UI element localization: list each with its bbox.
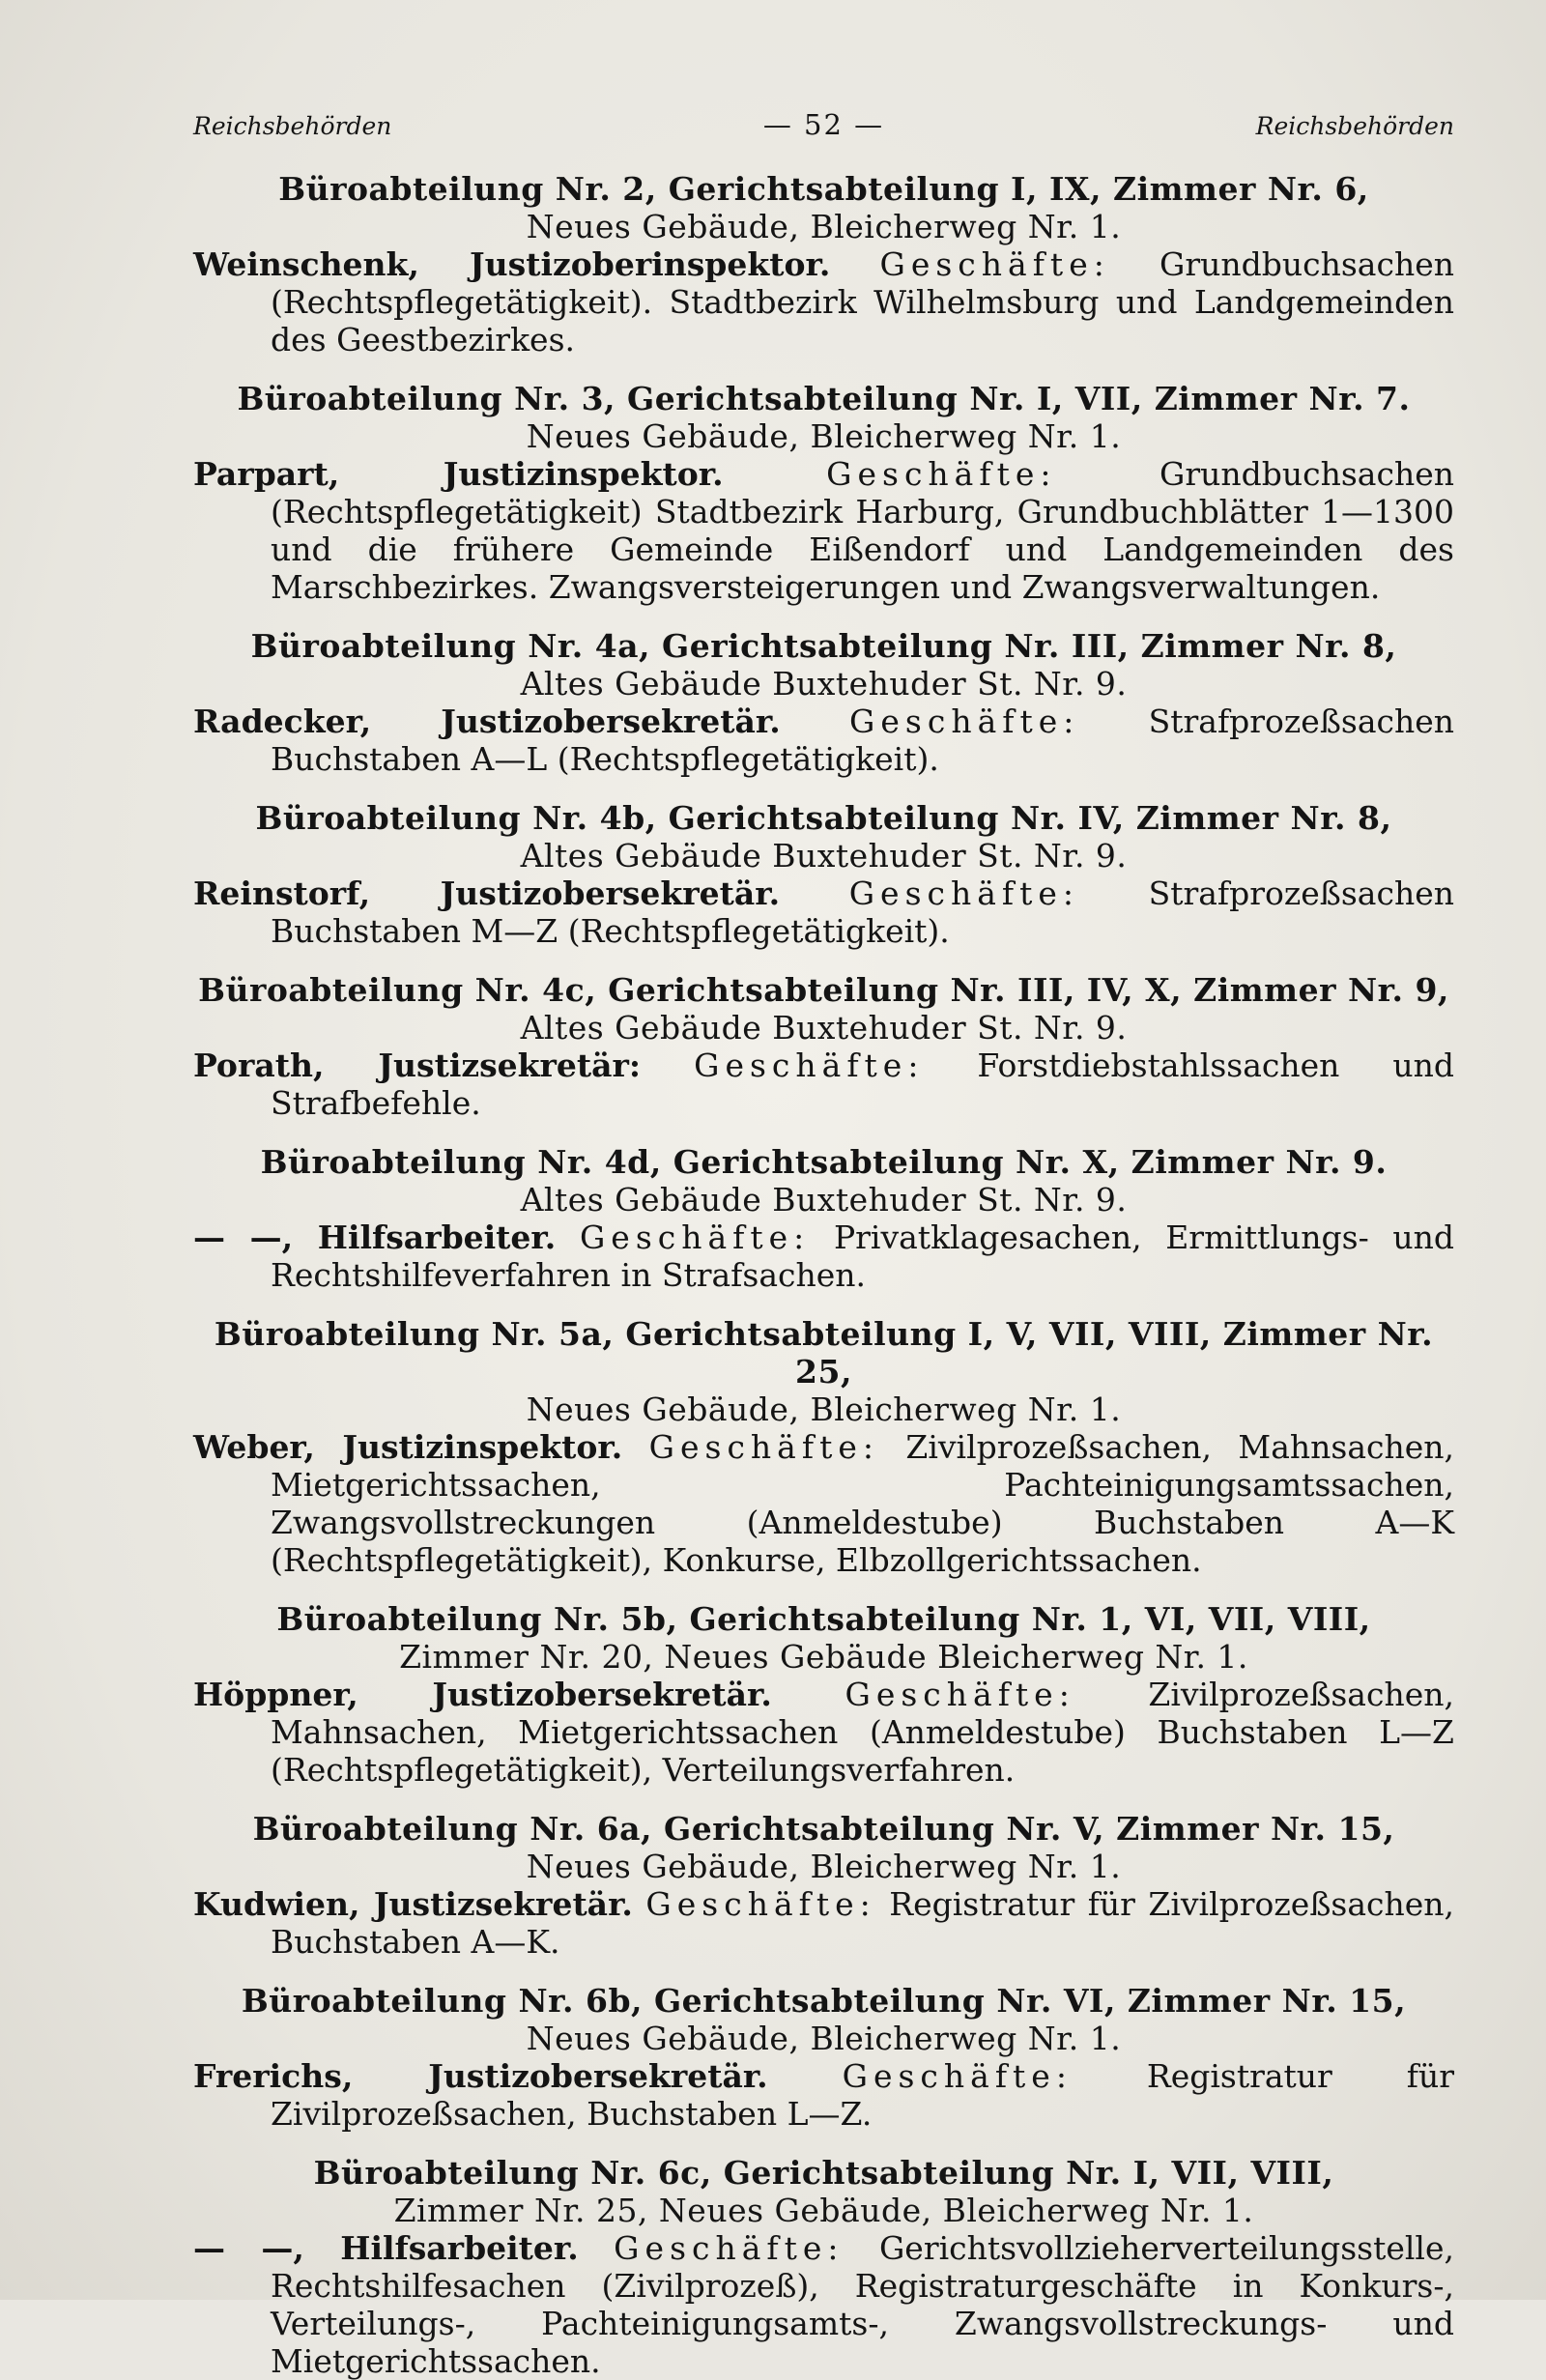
section-address: Altes Gebäude Buxtehuder St. Nr. 9.	[520, 1181, 1128, 1219]
heading-text: Büroabteilung Nr. 4b, Gerichtsabteilung Nr. IV, Zimmer Nr. 8,	[255, 799, 1392, 837]
duties-label: Geschäfte:	[845, 1676, 1075, 1713]
duties-text: Strafprozeßsachen Buchstaben M—Z (Rechtspflegetätigkeit).	[271, 875, 1454, 950]
duties-label: Geschäfte:	[848, 875, 1080, 912]
duties-label: Geschäfte:	[694, 1047, 925, 1084]
department-section	[193, 1810, 1454, 1961]
section-heading	[193, 1315, 1454, 1428]
staff-entry	[193, 1428, 1454, 1579]
heading-text: Büroabteilung Nr. 6b, Gerichtsabteilung Nr. VI, Zimmer Nr. 15,	[241, 1982, 1407, 2020]
staff-entry	[193, 703, 1454, 778]
heading-text: Büroabteilung Nr. 4d, Gerichtsabteilung Nr. X, Zimmer Nr. 9.	[260, 1143, 1388, 1181]
staff-entry	[193, 1047, 1454, 1122]
duties-label: Geschäfte:	[826, 455, 1057, 493]
section-address: Altes Gebäude Buxtehuder St. Nr. 9.	[520, 837, 1128, 875]
staff-name: — —, Hilfsarbeiter.	[193, 2229, 579, 2267]
staff-name: Frerichs, Justizobersekretär.	[193, 2057, 768, 2095]
heading-text: Büroabteilung Nr. 3, Gerichtsabteilung Nr. I, VII, Zimmer Nr. 7.	[237, 380, 1411, 417]
department-section	[193, 799, 1454, 950]
department-section	[193, 1982, 1454, 2133]
duties-text: Privatklagesachen, Ermittlungs- und Rechtshilfeverfahren in Strafsachen.	[271, 1219, 1454, 1294]
department-section	[193, 2154, 1454, 2380]
section-address: Zimmer Nr. 25, Neues Gebäude, Bleicherweg Nr. 1.	[393, 2192, 1254, 2229]
section-address: Zimmer Nr. 20, Neues Gebäude Bleicherweg Nr. 1.	[399, 1638, 1248, 1676]
section-address: Neues Gebäude, Bleicherweg Nr. 1.	[526, 417, 1122, 455]
page-number: — 52 —	[762, 108, 885, 141]
duties-label: Geschäfte:	[849, 703, 1080, 740]
section-heading	[193, 627, 1454, 703]
department-section	[193, 1143, 1454, 1294]
section-address: Neues Gebäude, Bleicherweg Nr. 1.	[526, 208, 1122, 245]
section-address: Neues Gebäude, Bleicherweg Nr. 1.	[526, 2020, 1122, 2057]
staff-name: Porath, Justizsekretär:	[193, 1047, 642, 1084]
duties-text: Forstdiebstahlssachen und Strafbefehle.	[271, 1047, 1454, 1122]
section-heading	[193, 1143, 1454, 1219]
department-section	[193, 380, 1454, 606]
staff-name: — —, Hilfsarbeiter.	[193, 1219, 557, 1256]
section-heading	[193, 380, 1454, 455]
department-section	[193, 170, 1454, 358]
section-address: Altes Gebäude Buxtehuder St. Nr. 9.	[520, 1009, 1128, 1047]
section-heading	[193, 1600, 1454, 1676]
staff-name: Reinstorf, Justizobersekretär.	[193, 875, 781, 912]
duties-text: Strafprozeßsachen Buchstaben A—L (Rechtspflegetätigkeit).	[271, 703, 1455, 778]
staff-entry	[193, 1676, 1454, 1789]
section-address: Altes Gebäude Buxtehuder St. Nr. 9.	[520, 665, 1128, 703]
staff-name: Weber, Justizinspektor.	[193, 1428, 623, 1466]
duties-text: Zivilprozeßsachen, Mahnsachen, Mietgerichtssachen (Anmeldestube) Buchstaben L—Z (Rechtspflegetätigkeit), Verteilungsverfahren.	[271, 1676, 1454, 1789]
department-section	[193, 1600, 1454, 1789]
department-section	[193, 627, 1454, 778]
staff-entry	[193, 2229, 1454, 2380]
section-heading	[193, 971, 1454, 1047]
section-list	[193, 170, 1454, 2380]
running-head-left: Reichsbehörden	[193, 112, 392, 140]
section-heading	[193, 2154, 1454, 2229]
heading-text: Büroabteilung Nr. 4c, Gerichtsabteilung Nr. III, IV, X, Zimmer Nr. 9,	[198, 971, 1449, 1009]
duties-text: Registratur für Zivilprozeßsachen, Buchstaben L—Z.	[271, 2057, 1454, 2133]
staff-name: Höppner, Justizobersekretär.	[193, 1676, 772, 1713]
section-heading	[193, 1810, 1454, 1885]
duties-label: Geschäfte:	[648, 1428, 879, 1466]
staff-entry	[193, 455, 1454, 606]
duties-label: Geschäfte:	[645, 1885, 876, 1923]
duties-text: Grundbuchsachen (Rechtspflegetätigkeit). Stadtbezirk Wilhelmsburg und Landgemeinden des Geestbezirkes.	[271, 245, 1454, 358]
heading-text: Büroabteilung Nr. 5b, Gerichtsabteilung Nr. 1, VI, VII, VIII,	[276, 1600, 1371, 1638]
duties-label: Geschäfte:	[842, 2057, 1073, 2095]
staff-name: Weinschenk, Justizoberinspektor.	[193, 245, 831, 283]
department-section	[193, 971, 1454, 1122]
duties-label: Geschäfte:	[614, 2229, 845, 2267]
heading-text: Büroabteilung Nr. 5a, Gerichtsabteilung I, V, VII, VIII, Zimmer Nr. 25,	[214, 1315, 1434, 1391]
duties-text: Gerichtsvollzieherverteilungsstelle, Rechtshilfesachen (Zivilprozeß), Registraturgeschäfte in Konkurs-, Verteilungs-, Pachteinigungsamts-, Zwangsvollstreckungs- und Mietgerichtssachen.	[271, 2229, 1455, 2380]
running-header	[193, 108, 1454, 141]
staff-entry	[193, 875, 1454, 950]
heading-text: Büroabteilung Nr. 6a, Gerichtsabteilung Nr. V, Zimmer Nr. 15,	[252, 1810, 1395, 1848]
staff-entry	[193, 2057, 1454, 2133]
department-section	[193, 1315, 1454, 1579]
section-address: Neues Gebäude, Bleicherweg Nr. 1.	[526, 1848, 1122, 1885]
section-heading	[193, 170, 1454, 245]
duties-text: Grundbuchsachen (Rechtspflegetätigkeit) Stadtbezirk Harburg, Grundbuchblätter 1—1300 und die frühere Gemeinde Eißendorf und Landgemeinden des Marschbezirkes. Zwangsversteigerungen und Zwangsverwaltungen.	[271, 455, 1454, 606]
section-address: Neues Gebäude, Bleicherweg Nr. 1.	[526, 1391, 1122, 1428]
section-heading	[193, 799, 1454, 875]
running-head-right: Reichsbehörden	[1255, 112, 1454, 140]
staff-name: Parpart, Justizinspektor.	[193, 455, 724, 493]
heading-text: Büroabteilung Nr. 2, Gerichtsabteilung I, IX, Zimmer Nr. 6,	[278, 170, 1369, 208]
staff-entry	[193, 245, 1454, 358]
staff-name: Radecker, Justizobersekretär.	[193, 703, 781, 740]
staff-entry	[193, 1219, 1454, 1294]
staff-name: Kudwien, Justizsekretär.	[193, 1885, 633, 1923]
duties-label: Geschäfte:	[879, 245, 1110, 283]
duties-label: Geschäfte:	[579, 1219, 811, 1256]
duties-text: Registratur für Zivilprozeßsachen, Buchstaben A—K.	[271, 1885, 1455, 1961]
duties-text: Zivilprozeßsachen, Mahnsachen, Mietgerichtssachen, Pachteinigungsamtssachen, Zwangsvollstreckungen (Anmeldestube) Buchstaben A—K (Rechtspflegetätigkeit), Konkurse, Elbzollgerichtssachen.	[271, 1428, 1455, 1579]
section-heading	[193, 1982, 1454, 2057]
heading-text: Büroabteilung Nr. 6c, Gerichtsabteilung Nr. I, VII, VIII,	[313, 2154, 1334, 2192]
staff-entry	[193, 1885, 1454, 1961]
heading-text: Büroabteilung Nr. 4a, Gerichtsabteilung Nr. III, Zimmer Nr. 8,	[250, 627, 1397, 665]
